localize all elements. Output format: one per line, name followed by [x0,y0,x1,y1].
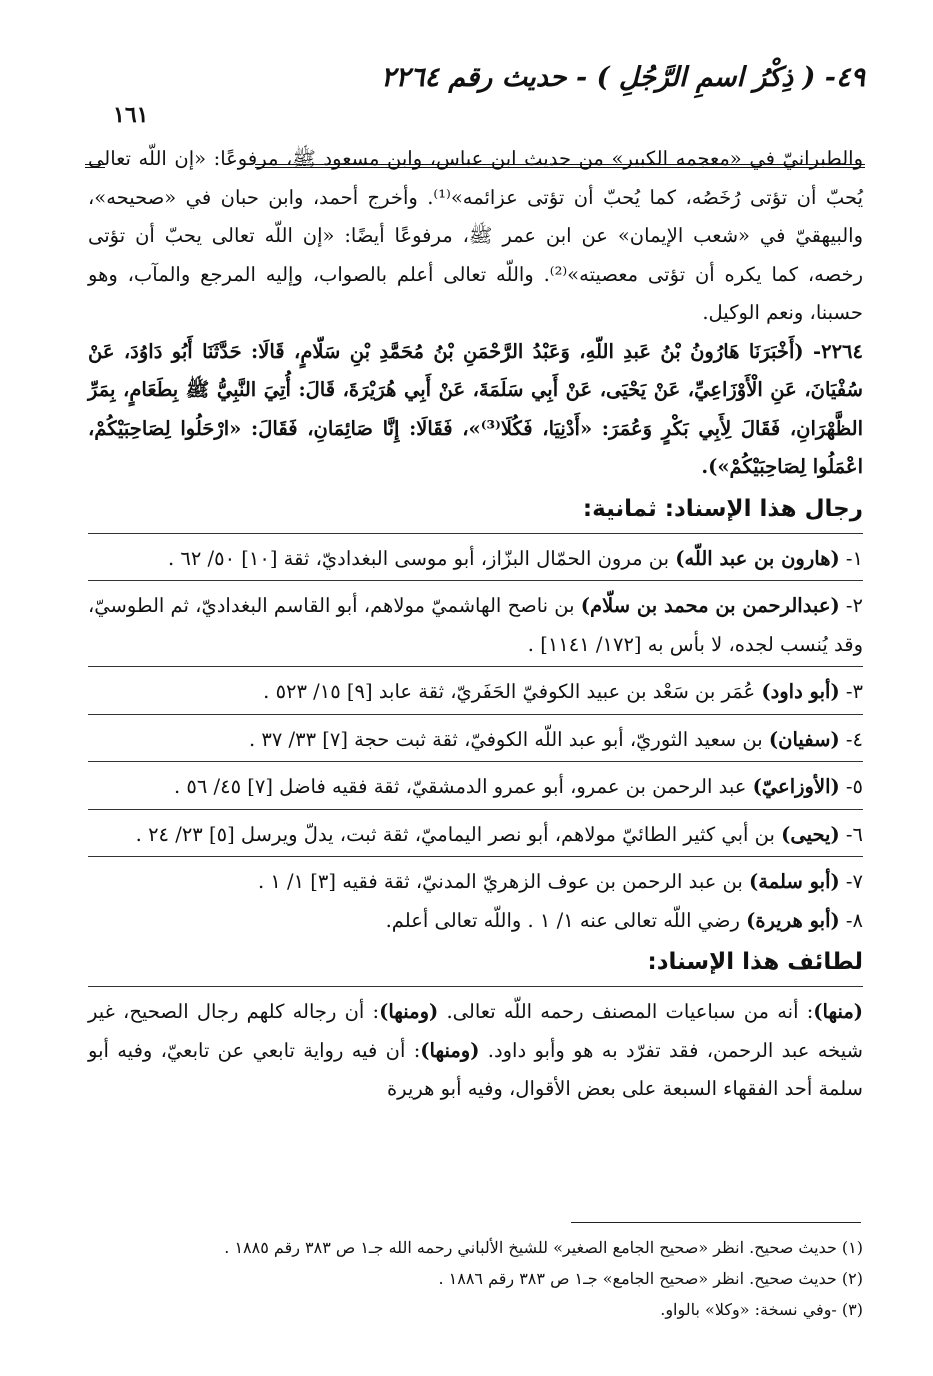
intro-paragraph: والطبرانيّ في «معجمه الكبير» من حديث ابن عباس، وابن مسعود ﷺ، مرفوعًا: «إن اللّه تعالى يُحبّ أن تؤتى رُخَصُه، كما يُحبّ أن تؤتى عزائمه»⁽¹⁾. وأخرج أحمد، وابن حبان في «صحيحه»، والبيهقيّ في «شعب الإيمان» عن ابن عمر ﷺ، مرفوعًا أيضًا: «إن اللّه تعالى يحبّ أن تؤتى رخصه، كما يكره أن تؤتى معصيته»⁽²⁾. واللّه تعالى أعلم بالصواب، وإليه المرجع والمآب، وهو حسبنا، ونعم الوكيل. [88,147,864,324]
hadith-text: ٢٢٦٤- (أَخْبَرَنَا هَارُونُ بْنُ عَبدِ اللّهِ، وَعَبْدُ الرَّحْمَنِ بْنُ مُحَمَّدِ بْنِ سَلّامٍ، قَالَا: حَدَّثَنَا أَبُو دَاوُدَ، عَنْ سُفْيَانَ، عَنِ الْأَوْزَاعِيِّ، عَنْ يَحْيَى، عَنْ أَبِي سَلَمَةَ، عَنْ أَبِي هُرَيْرَةَ، قَالَ: أُتِيَ النَّبِيُّ ﷺ بِطَعَامٍ، بِمَرِّ الظَّهْرَانِ، فَقَالَ لِأَبِي بَكْرٍ وَعُمَرَ: «أَدْنِيَا، فَكُلَا⁽³⁾»، فَقَالَا: إِنَّا صَائِمَانِ، فَقَالَ: «ارْحَلُوا لِصَاحِبَيْكُمْ، اعْمَلُوا لِصَاحِبَيْكُمْ»). [88,339,863,478]
narrator-item: ٦- (يحيى) بن أبي كثير الطائيّ مولاهم، أبو نصر اليماميّ، ثقة ثبت، يدلّ ويرسل [٥] ٢٣/ ٢٤ . [135,822,863,846]
narrator-item: ٤- (سفيان) بن سعيد الثوريّ، أبو عبد اللّه الكوفيّ، ثقة ثبت حجة [٧] ٣٣/ ٣٧ . [248,727,863,751]
item-divider [88,809,863,810]
subtleties-heading: لطائف هذا الإسناد: [647,949,863,975]
item-divider [88,666,863,667]
page-number: ١٦١ [103,102,158,128]
item-divider [88,856,863,857]
section-divider [88,986,863,987]
footnote-item: (٣) -وفي نسخة: «وكلا» بالواو. [660,1300,863,1319]
item-divider [88,761,863,762]
item-divider [88,714,863,715]
footnote-item: (٢) حديث صحيح. انظر «صحيح الجامع» جـ١ ص ٣٨٣ رقم ١٨٨٦ . [438,1269,863,1288]
footnote-rule [571,1222,861,1223]
page-body [88,140,863,1109]
narrator-item: ٨- (أبو هريرة) رضي اللّه تعالى عنه ١/ ١ . واللّه تعالى أعلم. [385,908,863,932]
narrators-heading: رجال هذا الإسناد: ثمانية: [582,495,863,522]
item-divider [88,580,863,581]
footnotes [88,1232,863,1325]
narrator-item: ٣- (أبو داود) عُمَر بن سَعْد بن عبيد الكوفيّ الحَفَريّ، ثقة عابد [٩] ١٥/ ٥٢٣ . [263,680,863,703]
narrator-item: ١- (هارون بن عبد اللّه) بن مرون الحمّال البزّاز، أبو موسى البغداديّ، ثقة [١٠] ٥٠/ ٦٢ . [167,546,863,570]
narrator-item: ٧- (أبو سلمة) بن عبد الرحمن بن عوف الزهريّ المدنيّ، ثقة فقيه [٣] ١/ ١ . [257,870,863,893]
subtleties-paragraph: (منها): أنه من سباعيات المصنف رحمه اللّه تعالى. (ومنها): أن رجاله كلهم رجال الصحيح، غير شيخه عبد الرحمن، فقد تفرّد به هو وأبو داود. (ومنها): أن فيه رواية تابعي عن تابعيّ، وفيه أبو سلمة أحد الفقهاء السبعة على بعض الأقوال، وفيه أبو هريرة [88,1000,864,1100]
page-header [85,62,865,132]
running-title: ٤٩- ( ذِكْرُ اسمِ الرَّجُلِ ) - حديث رقم ٢٢٦٤ [380,62,865,93]
narrator-item: ٥- (الأوزاعيّ) عبد الرحمن بن عمرو، أبو عمرو الدمشقيّ، ثقة فقيه فاضل [٧] ٤٥/ ٥٦ . [173,775,863,798]
section-divider [88,533,863,534]
footnote-item: (١) حديث صحيح. انظر «صحيح الجامع الصغير» للشيخ الألباني رحمه الله جـ١ ص ٣٨٣ رقم ١٨٨٥ . [224,1238,863,1257]
narrator-item: ٢- (عبدالرحمن بن محمد بن سلّام) بن ناصح الهاشميّ مولاهم، أبو القاسم البغداديّ، ثم الطوسيّ، وقد يُنسب لجده، لا بأس به [١٧٢/ ١١٤١] . [88,594,863,656]
